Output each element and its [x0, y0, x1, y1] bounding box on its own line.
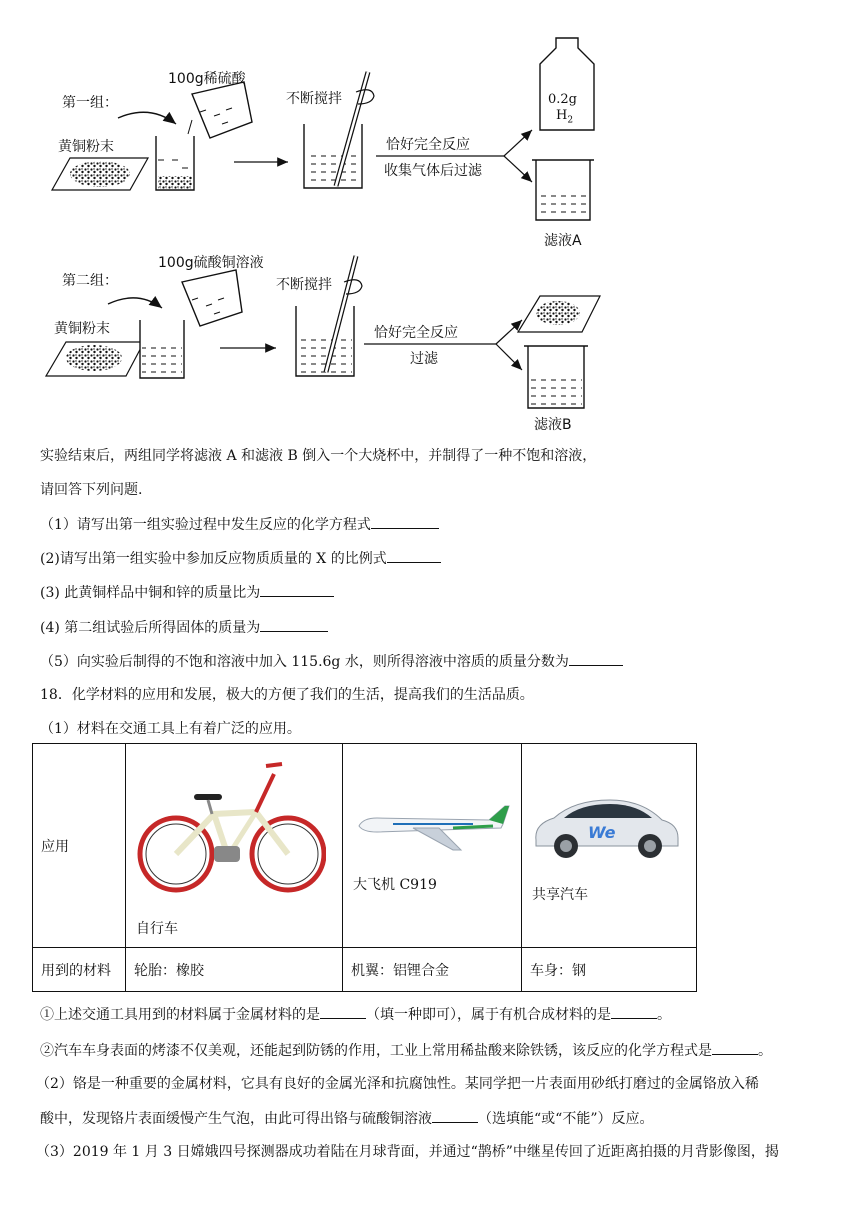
group2-stir: 不断搅拌	[276, 277, 332, 293]
row-header-materials: 用到的材料	[33, 948, 126, 992]
bicycle-icon	[136, 754, 326, 904]
answer-blank-8[interactable]	[712, 1040, 758, 1055]
question-2: (2)请写出第一组实验中参加反应物质质量的 X 的比例式	[40, 548, 441, 569]
beaker-2	[140, 320, 184, 378]
group1-powder: 黄铜粉末	[58, 139, 114, 155]
experiment-diagram	[0, 0, 860, 440]
question-1: （1）请写出第一组实验过程中发生反应的化学方程式	[40, 514, 439, 535]
intro-line-2: 请回答下列问题.	[40, 482, 143, 498]
group1-condition-bottom: 收集气体后过滤	[384, 163, 482, 179]
car-caption: 共享汽车	[532, 887, 588, 903]
group2-powder: 黄铜粉末	[54, 321, 110, 337]
pouring-beaker-1	[188, 82, 252, 138]
row-header-application: 应用	[33, 744, 126, 948]
powder-plate-2	[46, 342, 144, 376]
answer-blank-1[interactable]	[371, 514, 439, 529]
filtrate-beaker-a	[532, 160, 594, 220]
answer-blank-2[interactable]	[387, 548, 441, 563]
group1-label: 第一组：	[62, 95, 118, 111]
question-18-3: （3）2019 年 1 月 3 日嫦娥四号探测器成功着陆在月球背面，并通过“鹊桥”中继星传回了近距离拍摄的月背影像图，揭	[36, 1144, 779, 1160]
answer-blank-3[interactable]	[260, 582, 334, 597]
car-icon	[530, 794, 682, 860]
gas-amount: 0.2g	[548, 92, 577, 107]
question-18-2-line-2: 酸中，发现铬片表面缓慢产生气泡，由此可得出铬与硫酸铜溶液 （选填能“或“不能”）反应。	[40, 1108, 653, 1129]
material-bicycle: 轮胎：橡胶	[126, 948, 343, 992]
question-3: (3) 此黄铜样品中铜和锌的质量比为	[40, 582, 334, 603]
answer-blank-7[interactable]	[611, 1004, 657, 1019]
intro-line-1: 实验结束后，两组同学将滤液 A 和滤液 B 倒入一个大烧杯中，并制得了一种不饱和溶液，	[40, 448, 597, 464]
transfer-arrow-1	[118, 112, 176, 124]
group1-condition-top: 恰好完全反应	[386, 137, 470, 153]
answer-blank-5[interactable]	[569, 651, 623, 666]
material-airplane: 机翼：铝锂合金	[343, 948, 522, 992]
sub-question-1: ①上述交通工具用到的材料属于金属材料的是 （填一种即可），属于有机合成材料的是 。	[40, 1004, 671, 1025]
question-18: 18．化学材料的应用和发展，极大的方便了我们的生活，提高我们的生活品质。	[40, 687, 534, 703]
gas-formula: $H_2$	[556, 108, 574, 126]
filtrate-b-label: 滤液B	[534, 417, 572, 433]
cell-car	[522, 744, 697, 948]
answer-blank-6[interactable]	[320, 1004, 366, 1019]
question-5: （5）向实验后制得的不饱和溶液中加入 115.6g 水，则所得溶液中溶质的质量分数为	[40, 651, 623, 672]
answer-blank-9[interactable]	[432, 1108, 478, 1123]
bicycle-caption: 自行车	[136, 921, 178, 937]
question-4: (4) 第二组试验后所得固体的质量为	[40, 617, 328, 638]
car-logo: We	[588, 823, 616, 842]
group2-reagent: 100g硫酸铜溶液	[158, 255, 264, 271]
filtrate-beaker-b	[524, 346, 588, 408]
airplane-caption: 大飞机 C919	[353, 877, 437, 893]
question-18-1: （1）材料在交通工具上有着广泛的应用。	[40, 721, 301, 737]
question-18-2-line-1: （2）铬是一种重要的金属材料，它具有良好的金属光泽和抗腐蚀性。某同学把一片表面用砂纸打磨过的金属铬放入稀	[36, 1076, 759, 1092]
group1-stir: 不断搅拌	[286, 91, 342, 107]
filtrate-a-label: 滤液A	[544, 233, 582, 249]
group2-condition-top: 恰好完全反应	[374, 325, 458, 341]
group2-label: 第二组：	[62, 273, 118, 289]
group2-condition-bottom: 过滤	[410, 351, 438, 367]
group1-reagent: 100g稀硫酸	[168, 71, 246, 87]
solid-plate	[518, 296, 600, 332]
material-car: 车身：钢	[522, 948, 697, 992]
powder-plate-1	[52, 158, 148, 190]
answer-blank-4[interactable]	[260, 617, 328, 632]
sub-question-2: ②汽车车身表面的烤漆不仅美观，还能起到防锈的作用，工业上常用稀盐酸来除铁锈，该反应的化学方程式是 。	[40, 1040, 772, 1061]
cell-airplane	[343, 744, 522, 948]
pouring-beaker-2	[182, 270, 242, 326]
beaker-1	[156, 136, 194, 190]
cell-bicycle	[126, 744, 343, 948]
airplane-icon	[353, 798, 513, 854]
transfer-arrow-2	[108, 298, 162, 308]
materials-table	[32, 743, 697, 992]
